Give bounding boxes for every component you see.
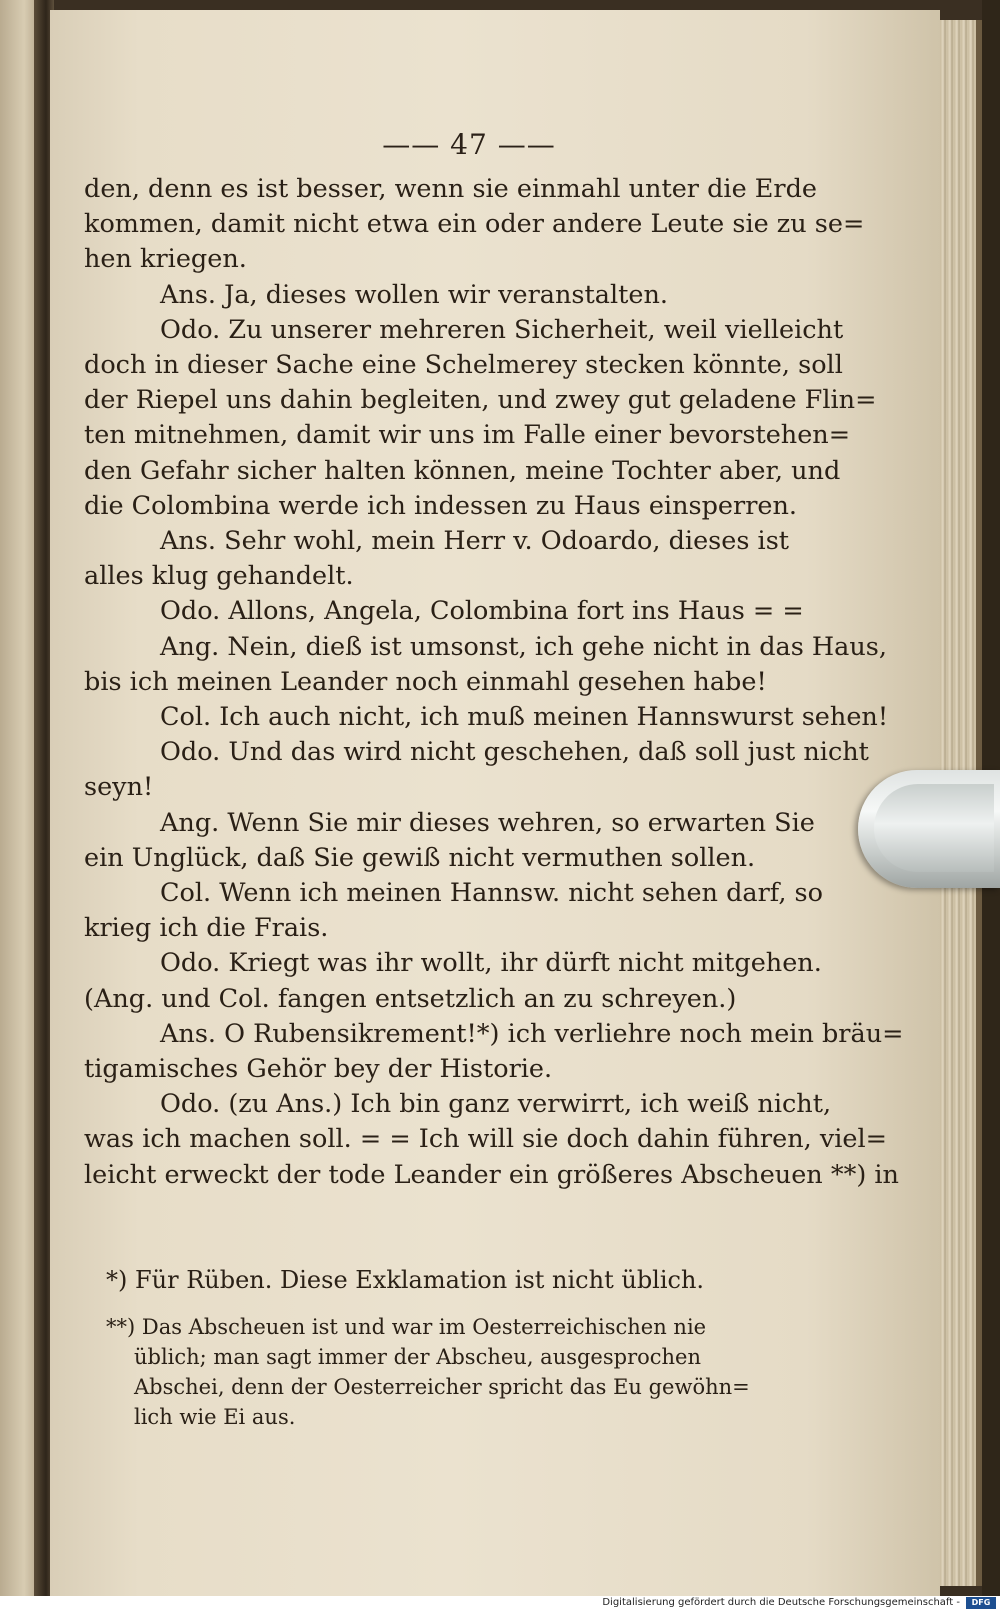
text-line: leicht erweckt der tode Leander ein größeres Abscheuen **) in [84,1159,899,1190]
text-line: die Colombina werde ich indessen zu Haus einsperren. [84,490,798,521]
text-line: tigamisches Gehör bey der Historie. [84,1054,553,1085]
text-line: kommen, damit nicht etwa ein oder andere Leute sie zu se= [84,209,865,240]
text-line: den, denn es ist besser, wenn sie einmahl unter die Erde [84,174,817,204]
text-line: Ans. Sehr wohl, mein Herr v. Odoardo, dieses ist [160,526,790,557]
footnote-2 [106,1312,826,1432]
text-line: hen kriegen. [84,244,247,275]
text-line: bis ich meinen Leander noch einmahl gesehen habe! [84,666,767,697]
text-line: der Riepel uns dahin begleiten, und zwey gut geladene Flin= [84,385,877,416]
text-line: Odo. Zu unserer mehreren Sicherheit, weil vielleicht [160,314,844,345]
text-line: Ang. Wenn Sie mir dieses wehren, so erwarten Sie [160,807,815,838]
footnote-line: Abschei, denn der Oesterreicher spricht das Eu gewöhn= [134,1375,750,1399]
footer-credit: Digitalisierung gefördert durch die Deutsche Forschungsgemeinschaft - [602,1597,960,1608]
text-line: Odo. Allons, Angela, Colombina fort ins Haus = = [160,596,804,627]
footnote-line: lich wie Ei aus. [134,1405,296,1429]
footnotes [106,1262,826,1432]
text-line: Ans. O Rubensikrement!*) ich verliehre noch mein bräu= [160,1018,904,1049]
text-line: doch in dieser Sache eine Schelmerey stecken könnte, soll [84,350,843,381]
page-number: —— 47 —— [382,128,556,161]
text-line: ein Unglück, daß Sie gewiß nicht vermuthen sollen. [84,842,756,873]
footer-bar [0,1596,1000,1610]
text-line: seyn! [84,772,154,803]
text-line: was ich machen soll. = = Ich will sie doch dahin führen, viel= [84,1124,888,1155]
footnote-line: üblich; man sagt immer der Abscheu, ausgesprochen [134,1345,701,1369]
page-clip [858,770,1000,888]
body-text [84,172,904,1193]
footnote-1: *) Für Rüben. Diese Exklamation ist nicht üblich. [106,1266,705,1294]
text-line: Col. Ich auch nicht, ich muß meinen Hannswurst sehen! [160,702,889,733]
text-line: krieg ich die Frais. [84,913,329,944]
text-line: den Gefahr sicher halten können, meine Tochter aber, und [84,455,841,486]
text-line: Ans. Ja, dieses wollen wir veranstalten. [160,279,668,310]
text-line: Col. Wenn ich meinen Hannsw. nicht sehen darf, so [160,878,823,909]
page-clip-inner [874,784,994,872]
text-line: Odo. (zu Ans.) Ich bin ganz verwirrt, ich weiß nicht, [160,1089,832,1120]
text-line: Ang. Nein, dieß ist umsonst, ich gehe nicht in das Haus, [160,631,887,662]
text-line: ten mitnehmen, damit wir uns im Falle einer bevorstehen= [84,420,851,451]
text-line: Odo. Kriegt was ihr wollt, ihr dürft nicht mitgehen. [160,948,822,979]
text-line: Odo. Und das wird nicht geschehen, daß soll just nicht [160,737,869,768]
text-line: (Ang. und Col. fangen entsetzlich an zu schreyen.) [84,983,737,1014]
dfg-logo: DFG [966,1597,996,1609]
text-line: alles klug gehandelt. [84,561,354,592]
footnote-line: **) Das Abscheuen ist und war im Oesterreichischen nie [106,1315,707,1339]
